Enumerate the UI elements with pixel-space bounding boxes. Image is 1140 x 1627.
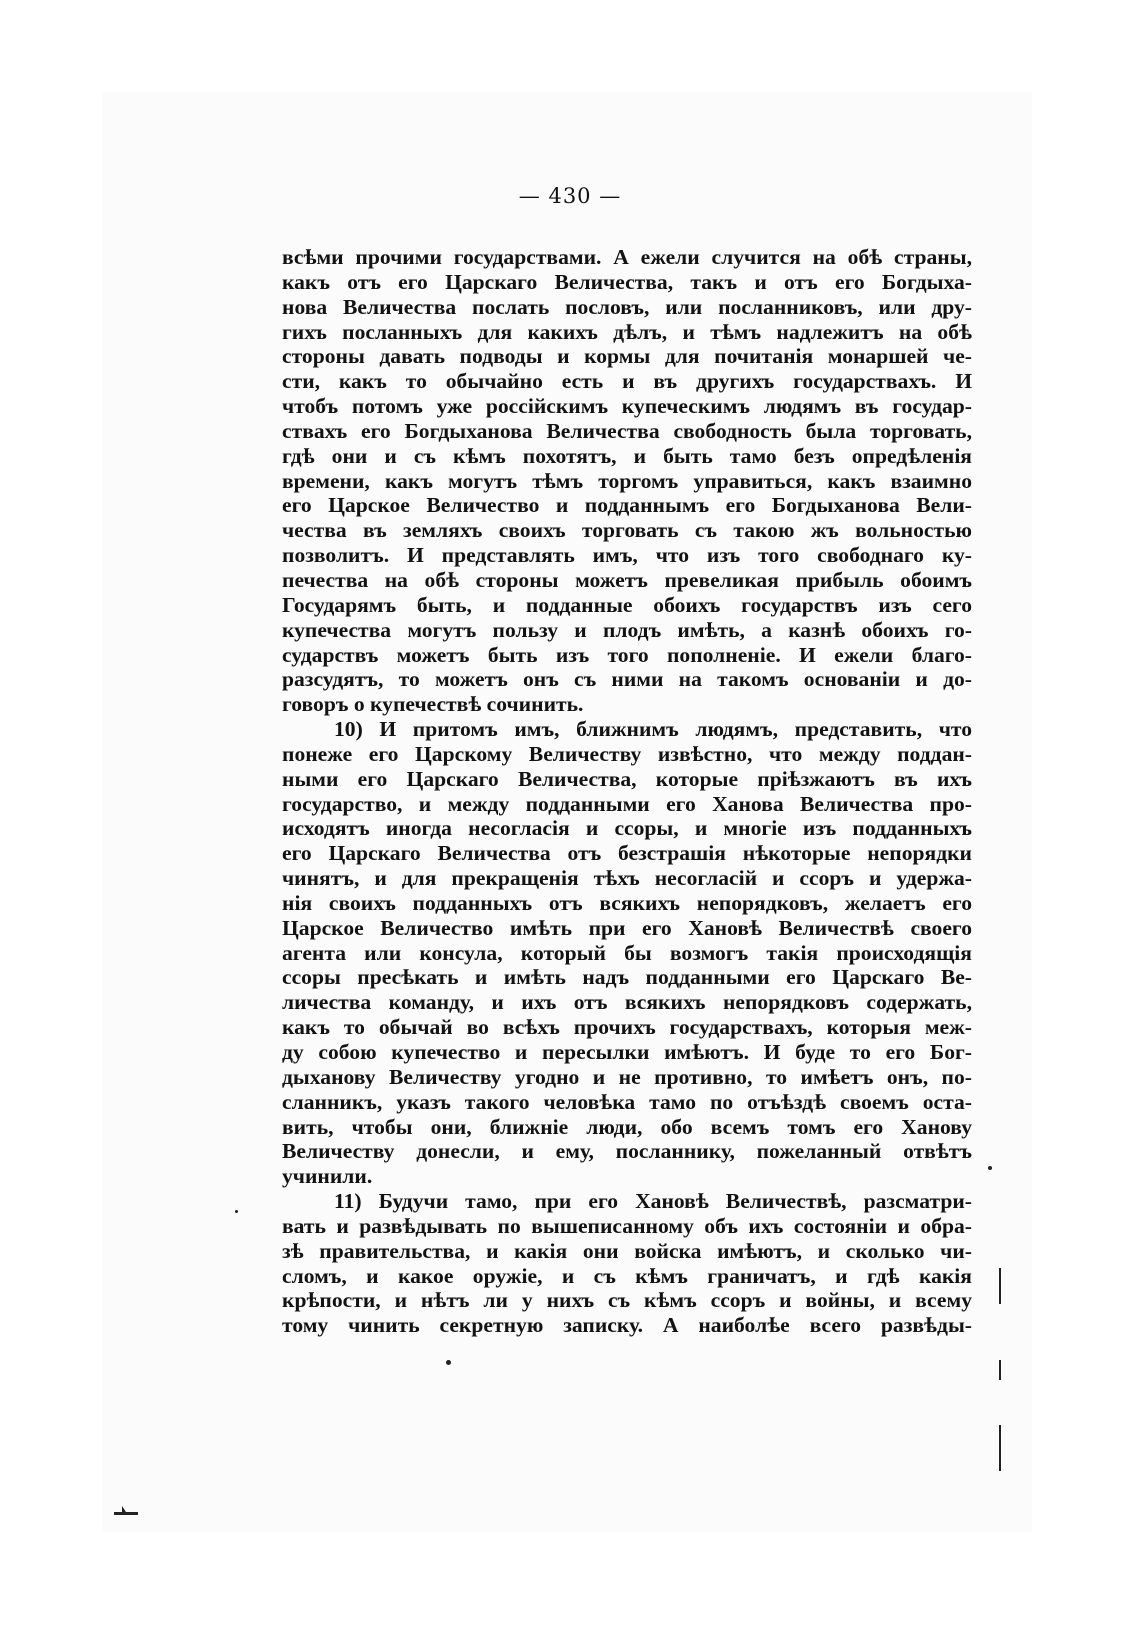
text-line: его Царское Величество и подданнымъ его Богдыханова Вели- xyxy=(282,493,972,518)
text-line: стороны давать подводы и кормы для почитанія монаршей че- xyxy=(282,344,972,369)
text-line: печества на обѣ стороны можетъ превеликая прибыль обоимъ xyxy=(282,567,972,592)
text-line: ссоры пресѣкать и имѣть надъ подданными его Царскаго Ве- xyxy=(282,965,972,990)
text-line: зѣ правительства, и какія они войска имѣютъ, и сколько чи- xyxy=(282,1238,972,1263)
text-line: позволитъ. И представлять имъ, что изъ того свободнаго ку- xyxy=(282,543,972,568)
text-line: ствахъ его Богдыханова Величества свободность была торговать, xyxy=(282,418,972,443)
text-line: говоръ о купечествѣ сочинить. xyxy=(282,692,584,717)
text-line: сломъ, и какое оружіе, и съ кѣмъ граничатъ, и гдѣ какія xyxy=(282,1263,972,1288)
text-line: учинили. xyxy=(282,1164,373,1189)
scan-mark-icon xyxy=(112,1503,142,1517)
text-line: чества въ земляхъ своихъ торговать съ такою жъ вольностью xyxy=(282,518,972,543)
scan-speck xyxy=(446,1360,451,1365)
text-line: какъ то обычай во всѣхъ прочихъ государствахъ, которыя меж- xyxy=(282,1015,972,1040)
text-line: крѣпости, и нѣтъ ли у нихъ съ кѣмъ ссоръ и войны, и всему xyxy=(282,1288,972,1313)
text-line: понеже его Царскому Величеству извѣстно, что между поддан- xyxy=(282,741,972,766)
scan-speck xyxy=(235,1210,238,1213)
text-line: личества команду, и ихъ отъ всякихъ непорядковъ содержать, xyxy=(282,990,972,1015)
text-line: тому чинить секретную записку. А наиболѣе всего развѣды- xyxy=(282,1313,972,1338)
text-line: Царское Величество имѣть при его Хановѣ Величествѣ своего xyxy=(282,915,972,940)
paragraph-11-start: 11) Будучи тамо, при его Хановѣ Величествѣ, разсматри- xyxy=(334,1189,972,1214)
text-line: времени, какъ могутъ тѣмъ торгомъ управиться, какъ взаимно xyxy=(282,468,972,493)
text-line: дыханову Величеству угодно и не противно, то имѣетъ онъ, по- xyxy=(282,1064,972,1089)
text-line: гдѣ они и съ кѣмъ похотятъ, и быть тамо безъ опредѣленія xyxy=(282,443,972,468)
text-line: Государямъ быть, и подданные обоихъ государствъ изъ сего xyxy=(282,592,972,617)
text-line: сударствъ можетъ быть изъ того пополненіе. И ежели благо- xyxy=(282,642,972,667)
body-text xyxy=(282,245,972,1338)
text-line: сти, какъ то обычайно есть и въ другихъ государствахъ. И xyxy=(282,369,972,394)
text-line: всѣми прочими государствами. А ежели случится на обѣ страны, xyxy=(282,245,972,269)
text-line: его Царскаго Величества отъ безстрашія нѣкоторые непорядки xyxy=(282,841,972,866)
text-line: сланникъ, указъ такого человѣка тамо по отъѣздѣ своемъ оста- xyxy=(282,1089,972,1114)
text-line: нова Величества послать пословъ, или посланниковъ, или дру- xyxy=(282,294,972,319)
text-line: государство, и между подданными его Ханова Величества про- xyxy=(282,791,972,816)
text-line: Величеству донесли, и ему, посланнику, пожеланный отвѣтъ xyxy=(282,1139,972,1164)
text-line: вать и развѣдывать по вышеписанному объ ихъ состояніи и обра- xyxy=(282,1213,972,1238)
text-line: гихъ посланныхъ для какихъ дѣлъ, и тѣмъ надлежитъ на обѣ xyxy=(282,319,972,344)
scan-line xyxy=(999,1360,1001,1380)
scan-line xyxy=(999,1268,1001,1304)
text-line: исходятъ иногда несогласія и ссоры, и многіе изъ подданныхъ xyxy=(282,816,972,841)
text-line: чинятъ, и для прекращенія тѣхъ несогласій и ссоръ и удержа- xyxy=(282,866,972,891)
text-line: ными его Царскаго Величества, которые пріѣзжаютъ въ ихъ xyxy=(282,766,972,791)
text-line: нія своихъ подданныхъ отъ всякихъ непорядковъ, желаетъ его xyxy=(282,890,972,915)
text-line: купечества могутъ пользу и плодъ имѣть, а казнѣ обоихъ го- xyxy=(282,617,972,642)
text-line: какъ отъ его Царскаго Величества, такъ и отъ его Богдыха- xyxy=(282,269,972,294)
page-number: — 430 — xyxy=(518,184,622,208)
text-line: агента или консула, который бы возмогъ такія происходящія xyxy=(282,940,972,965)
scan-line xyxy=(999,1425,1001,1471)
text-line: чтобъ потомъ уже россійскимъ купеческимъ людямъ въ государ- xyxy=(282,394,972,419)
text-line: ду собою купечество и пересылки имѣютъ. И буде то его Бог- xyxy=(282,1040,972,1064)
text-line: вить, чтобы они, ближніе люди, обо всемъ томъ его Ханову xyxy=(282,1114,972,1139)
text-line: разсудятъ, то можетъ онъ съ ними на такомъ основаніи и до- xyxy=(282,667,972,692)
scan-speck xyxy=(988,1166,992,1170)
paragraph-10-start: 10) И притомъ имъ, ближнимъ людямъ, представить, что xyxy=(334,717,972,742)
